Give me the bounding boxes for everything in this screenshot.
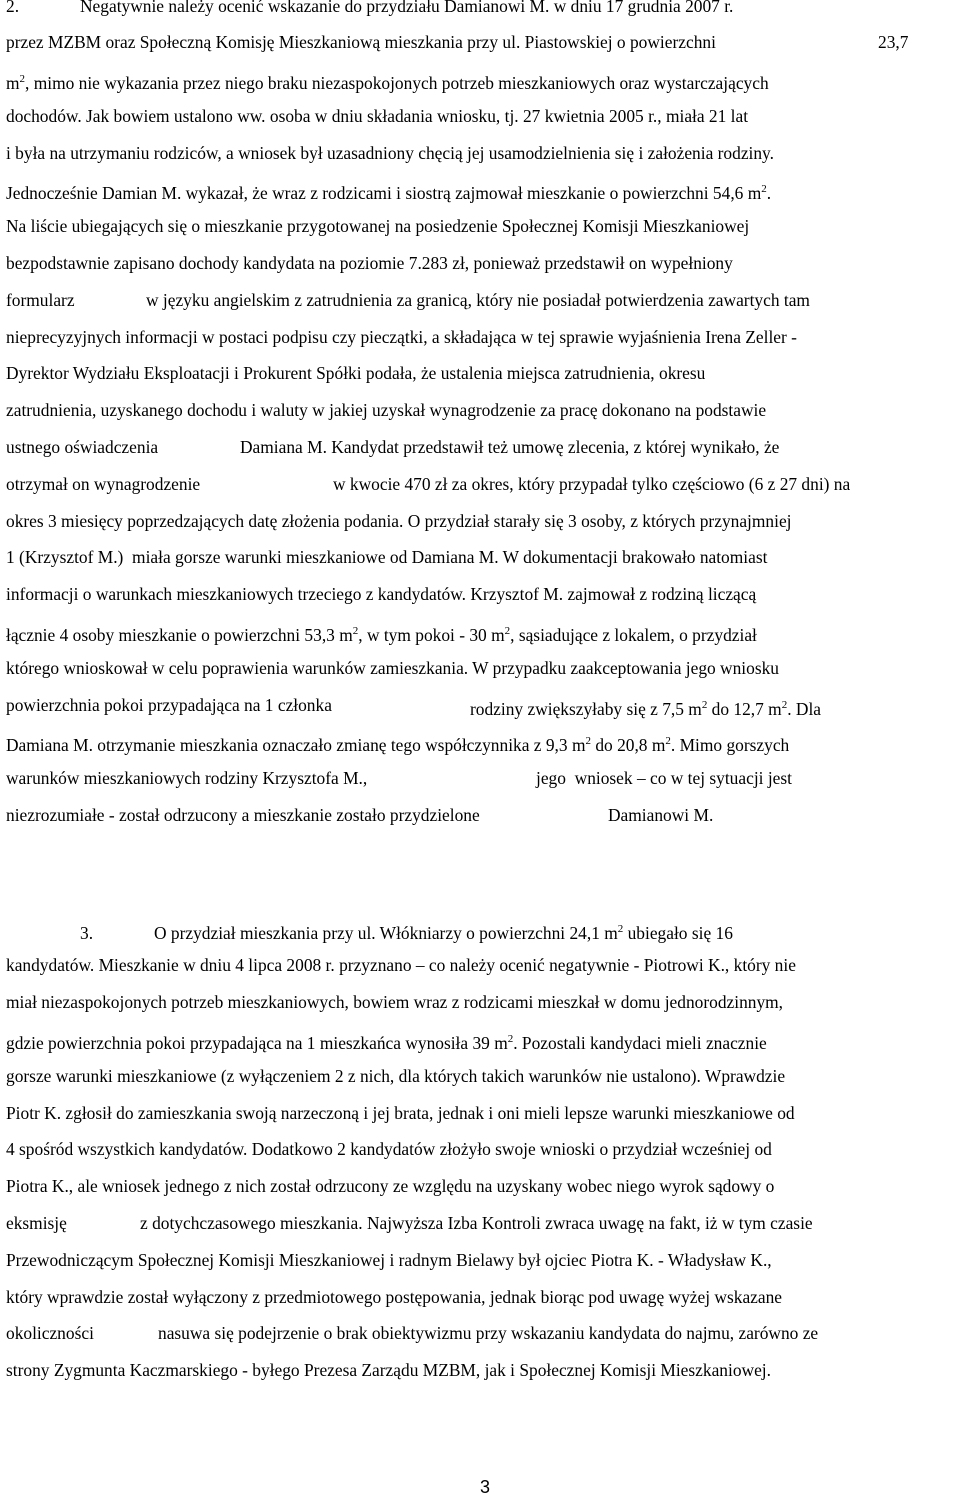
section-3-line-1: 3. O przydział mieszkania przy ul. Włókniarzy o powierzchni 24,1 $m^2$ ubiegało się 16 — [6, 915, 733, 943]
section-3-line-10: Przewodniczącym Społecznej Komisji Mieszkaniowej i radnym Bielawy był ojciec Piotra K. - Władysław K., — [6, 1250, 772, 1270]
section-2-line-21: Damiana M. otrzymanie mieszkania oznaczało zmianę tego współczynnika z 9,3 $m^2$ do 20,8 $m^2$. Mimo gorszych — [6, 734, 790, 755]
section-3-line-7: 4 spośród wszystkich kandydatów. Dodatkowo 2 kandydatów złożyło swoje wnioski o przydział wcześniej od — [6, 1139, 772, 1159]
section-2-line-8: bezpodstawnie zapisano dochody kandydata na poziomie 7.283 zł, ponieważ przedstawił on wypełniony — [6, 253, 733, 273]
section-2-line-18: łącznie 4 osoby mieszkanie o powierzchni 53,3 $m^2$, w tym pokoi - 30 $m^2$, sąsiadujące z lokalem, o przydział — [6, 624, 757, 645]
section-2-line-3: $m^2$, mimo nie wykazania przez niego braku niezaspokojonych potrzeb mieszkaniowych oraz wystarczających — [6, 72, 769, 93]
section-3-line-3: miał niezaspokojonych potrzeb mieszkaniowych, bowiem wraz z rodzicami mieszkał w domu jednorodzinnym, — [6, 992, 784, 1012]
section-3-line-5: gorsze warunki mieszkaniowe (z wyłączeniem 2 z nich, dla których takich warunków nie ustalono). Wprawdzie — [6, 1066, 786, 1086]
section-3-line-9: eksmisję z dotychczasowego mieszkania. Najwyższa Izba Kontroli zwraca uwagę na fakt, iż w tym czasie — [6, 1213, 813, 1233]
section-2-line-4: dochodów. Jak bowiem ustalono ww. osoba w dniu składania wniosku, tj. 27 kwietnia 2005 r., miała 21 lat — [6, 106, 749, 126]
section-2-line-12: zatrudnienia, uzyskanego dochodu i waluty w jakiej uzyskał wynagrodzenie za pracę dokonano na podstawie — [6, 400, 767, 420]
section-2-line-2: przez MZBM oraz Społeczną Komisję Mieszkaniową mieszkania przy ul. Piastowskiej o powierzchni 23,7 — [6, 32, 909, 52]
document-page — [6, 0, 958, 1507]
section-3-line-4: gdzie powierzchnia pokoi przypadająca na 1 mieszkańca wynosiła 39 $m^2$. Pozostali kandydaci mieli znacznie — [6, 1032, 767, 1053]
section-3-line-13: strony Zygmunta Kaczmarskiego - byłego Prezesa Zarządu MZBM, jak i Społecznej Komisji Mieszkaniowej. — [6, 1360, 771, 1380]
section-2-number: 2. — [6, 0, 20, 16]
section-2-line-11: Dyrektor Wydziału Eksploatacji i Prokurent Spółki podała, że ustalenia miejsca zatrudnienia, okresu — [6, 363, 706, 383]
section-3-line-6: Piotr K. zgłosił do zamieszkania swoją narzeczoną i jej brata, jednak i oni mieli lepsze warunki mieszkaniowe od — [6, 1103, 795, 1123]
section-3-line-12: okoliczności nasuwa się podejrzenie o brak obiektywizmu przy wskazaniu kandydata do najmu, zarówno ze — [6, 1323, 819, 1343]
section-3-line-2: kandydatów. Mieszkanie w dniu 4 lipca 2008 r. przyznano – co należy ocenić negatywnie - Piotrowi K., który nie — [6, 955, 796, 975]
section-2-line-16: 1 (Krzysztof M.) miała gorsze warunki mieszkaniowe od Damiana M. W dokumentacji brakowało natomiast — [6, 547, 768, 567]
section-2-line-20: powierzchnia pokoi przypadająca na 1 członka rodziny zwiększyłaby się z 7,5 $m^2$ do 12,7 $m^2$. Dla — [6, 695, 822, 719]
page-number: 3 — [480, 1477, 491, 1497]
section-2-line-13: ustnego oświadczenia Damiana M. Kandydat przedstawił też umowę zlecenia, z której wynikało, że — [6, 437, 780, 457]
section-2-line-17: informacji o warunkach mieszkaniowych trzeciego z kandydatów. Krzysztof M. zajmował z rodziną liczącą — [6, 584, 757, 604]
section-2-line-14: otrzymał on wynagrodzenie w kwocie 470 zł za okres, który przypadał tylko częściowo (6 z 27 dni) na — [6, 474, 851, 494]
section-2-line-15: okres 3 miesięcy poprzedzających datę złożenia podania. O przydział starały się 3 osoby, z których przynajmniej — [6, 511, 792, 531]
section-2-line-6: Jednocześnie Damian M. wykazał, że wraz z rodzicami i siostrą zajmował mieszkanie o powierzchni 54,6 $m^2$. — [6, 182, 772, 203]
section-3-number: 3. — [80, 922, 94, 943]
section-3-line-8: Piotra K., ale wniosek jednego z nich został odrzucony ze względu na uzyskany wobec niego wyrok sądowy o — [6, 1176, 775, 1196]
section-2-line-1: 2. Negatywnie należy ocenić wskazanie do przydziału Damianowi M. w dniu 17 grudnia 2007 r. — [6, 0, 733, 20]
section-2-line-22: warunków mieszkaniowych rodziny Krzysztofa M., jego wniosek – co w tej sytuacji jest — [6, 768, 792, 788]
section-2-line-9: formularz w języku angielskim z zatrudnienia za granicą, który nie posiadał potwierdzenia zawartych tam — [6, 290, 810, 310]
section-2-line-10: nieprecyzyjnych informacji w postaci podpisu czy pieczątki, a składająca w tej sprawie wyjaśnienia Irena Zeller - — [6, 327, 797, 347]
section-2-line-5: i była na utrzymaniu rodziców, a wniosek był uzasadniony chęcią jej usamodzielnienia się i założenia rodziny. — [6, 143, 774, 163]
section-3-line-11: który wprawdzie został wyłączony z przedmiotowego postępowania, jednak biorąc pod uwagę wyżej wskazane — [6, 1287, 783, 1307]
section-2-line-23: niezrozumiałe - został odrzucony a mieszkanie zostało przydzielone Damianowi M. — [6, 805, 714, 825]
section-2-line-7: Na liście ubiegających się o mieszkanie przygotowanej na posiedzenie Społecznej Komisji Mieszkaniowej — [6, 216, 750, 236]
section-2-line-19: którego wnioskował w celu poprawienia warunków zamieszkania. W przypadku zaakceptowania jego wniosku — [6, 658, 779, 678]
